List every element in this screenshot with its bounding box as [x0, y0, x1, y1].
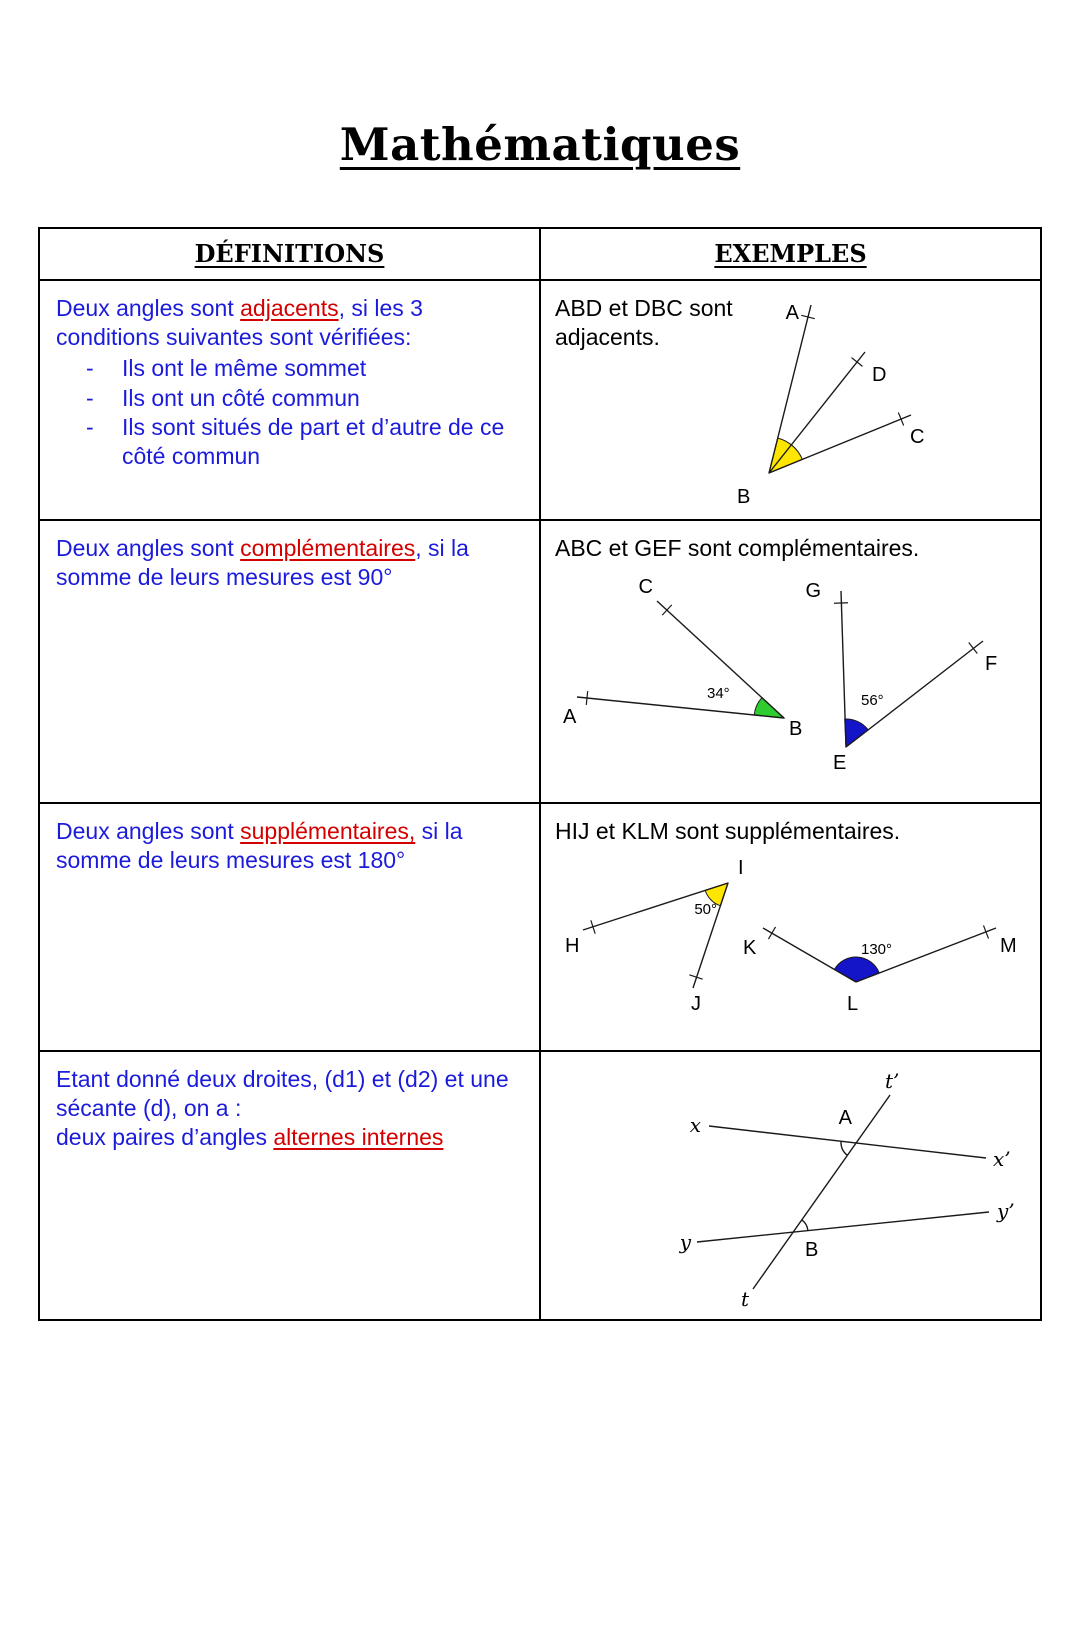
- line-xx: [709, 1126, 986, 1158]
- example-complementary-text: ABC et GEF sont complémentaires.: [555, 534, 1026, 563]
- condition-item-2: - Ils ont un côté commun: [56, 384, 523, 413]
- point-label-i: I: [738, 857, 744, 879]
- example-supplementary-text: HIJ et KLM sont supplémentaires.: [555, 817, 1026, 846]
- tick-mark: [586, 691, 587, 705]
- point-label-a: A: [786, 302, 800, 324]
- angle-arcs-group: [802, 1141, 848, 1230]
- point-label-d: D: [872, 364, 886, 386]
- keyword-complementaires: complémentaires: [240, 535, 415, 561]
- definition-pre: deux paires d’angles: [56, 1124, 273, 1150]
- rays-group: [577, 591, 983, 747]
- definition-alternate-line1: Etant donné deux droites, (d1) et (d2) et une sécante (d), on a :: [56, 1065, 523, 1123]
- point-label-c: C: [639, 576, 653, 598]
- definition-post: , si la somme de leurs mesures est 90°: [56, 535, 469, 590]
- point-label-a: A: [563, 706, 577, 728]
- definition-complementary-cell: [39, 520, 540, 803]
- line-label-t-prime: t’: [885, 1069, 899, 1093]
- angle-value-klm: 130°: [861, 941, 892, 958]
- column-header-definitions: [39, 228, 540, 280]
- point-label-b: B: [789, 718, 802, 740]
- point-label-g: G: [805, 580, 821, 602]
- row-adjacent-angles: [39, 280, 1041, 520]
- definition-adjacent-cell: [39, 280, 540, 520]
- definition-alternate-interior-cell: [39, 1051, 540, 1320]
- keyword-adjacents: adjacents: [240, 295, 338, 321]
- page-title-text: Mathématiques: [340, 118, 740, 171]
- conditions-list: [56, 354, 523, 471]
- definitions-examples-table: [38, 227, 1042, 1321]
- point-label-b: B: [737, 486, 750, 508]
- point-label-a: A: [839, 1107, 853, 1129]
- angle-value-abc: 34°: [707, 685, 730, 702]
- header-definitions-text: DÉFINITIONS: [195, 239, 385, 268]
- keyword-alternes-internes: alternes internes: [273, 1124, 443, 1150]
- definition-post: si la somme de leurs mesures est 180°: [56, 818, 463, 873]
- row-supplementary-angles: [39, 803, 1041, 1051]
- row-complementary-angles: [39, 520, 1041, 803]
- ray-LK: [763, 928, 856, 982]
- tick-marks-group: [591, 920, 989, 979]
- page-title: [38, 118, 1042, 171]
- line-label-y: y: [679, 1230, 692, 1254]
- point-label-j: J: [691, 993, 701, 1015]
- transversal-tt: [753, 1095, 890, 1289]
- keyword-supplementaires: supplémentaires,: [240, 818, 415, 844]
- point-label-e: E: [833, 752, 846, 774]
- line-yy: [697, 1212, 989, 1242]
- example-alternate-interior-cell: [540, 1051, 1041, 1320]
- definition-post: , si les 3 conditions suivantes sont vérifiées:: [56, 295, 423, 350]
- definition-pre: Deux angles sont: [56, 535, 240, 561]
- line-label-x-prime: x’: [993, 1147, 1011, 1171]
- row-alternate-interior-angles: [39, 1051, 1041, 1320]
- condition-item-3: - Ils sont situés de part et d’autre de ce côté commun: [56, 413, 523, 471]
- point-label-k: K: [743, 937, 757, 959]
- column-header-examples: [540, 228, 1041, 280]
- tick-mark: [852, 358, 863, 367]
- document-page: [0, 118, 1080, 1321]
- angle-arc-at-b: [802, 1220, 808, 1231]
- point-label-m: M: [1000, 935, 1017, 957]
- definition-pre: Deux angles sont: [56, 295, 240, 321]
- tick-marks-group: [586, 603, 977, 705]
- point-label-b: B: [805, 1239, 818, 1261]
- rays-group: [583, 883, 996, 988]
- example-adjacent-cell: [540, 280, 1041, 520]
- condition-item-1: - Ils ont le même sommet: [56, 354, 523, 383]
- ray-BA: [577, 697, 784, 718]
- line-label-y-prime: y’: [996, 1199, 1015, 1223]
- point-label-c: C: [910, 426, 924, 448]
- definition-supplementary-cell: [39, 803, 540, 1051]
- angle-value-gef: 56°: [861, 692, 884, 709]
- tick-marks-group: [801, 315, 903, 425]
- header-examples-text: EXEMPLES: [714, 239, 866, 268]
- definition-pre: Deux angles sont: [56, 818, 240, 844]
- ray-EG: [841, 591, 846, 747]
- tick-mark: [768, 927, 775, 939]
- example-supplementary-cell: [540, 803, 1041, 1051]
- definition-alternate-line2: [56, 1123, 523, 1152]
- line-label-t: t: [741, 1287, 750, 1311]
- definition-supplementary-text: [56, 817, 523, 875]
- line-label-x: x: [690, 1113, 701, 1137]
- example-complementary-cell: [540, 520, 1041, 803]
- definition-complementary-text: [56, 534, 523, 592]
- definition-adjacent-text: [56, 294, 523, 352]
- ray-BD: [769, 352, 865, 473]
- example-adjacent-text: ABD et DBC sont adjacents.: [555, 294, 790, 352]
- header-row: [39, 228, 1041, 280]
- angle-arc-at-a: [841, 1141, 847, 1155]
- figure-alternate-interior-angles: [541, 1052, 1041, 1317]
- point-label-f: F: [985, 653, 997, 675]
- angle-value-hij: 50°: [694, 901, 717, 918]
- point-label-l: L: [847, 993, 858, 1015]
- point-label-h: H: [565, 935, 579, 957]
- angle-klm-wedge-blue: [834, 957, 879, 982]
